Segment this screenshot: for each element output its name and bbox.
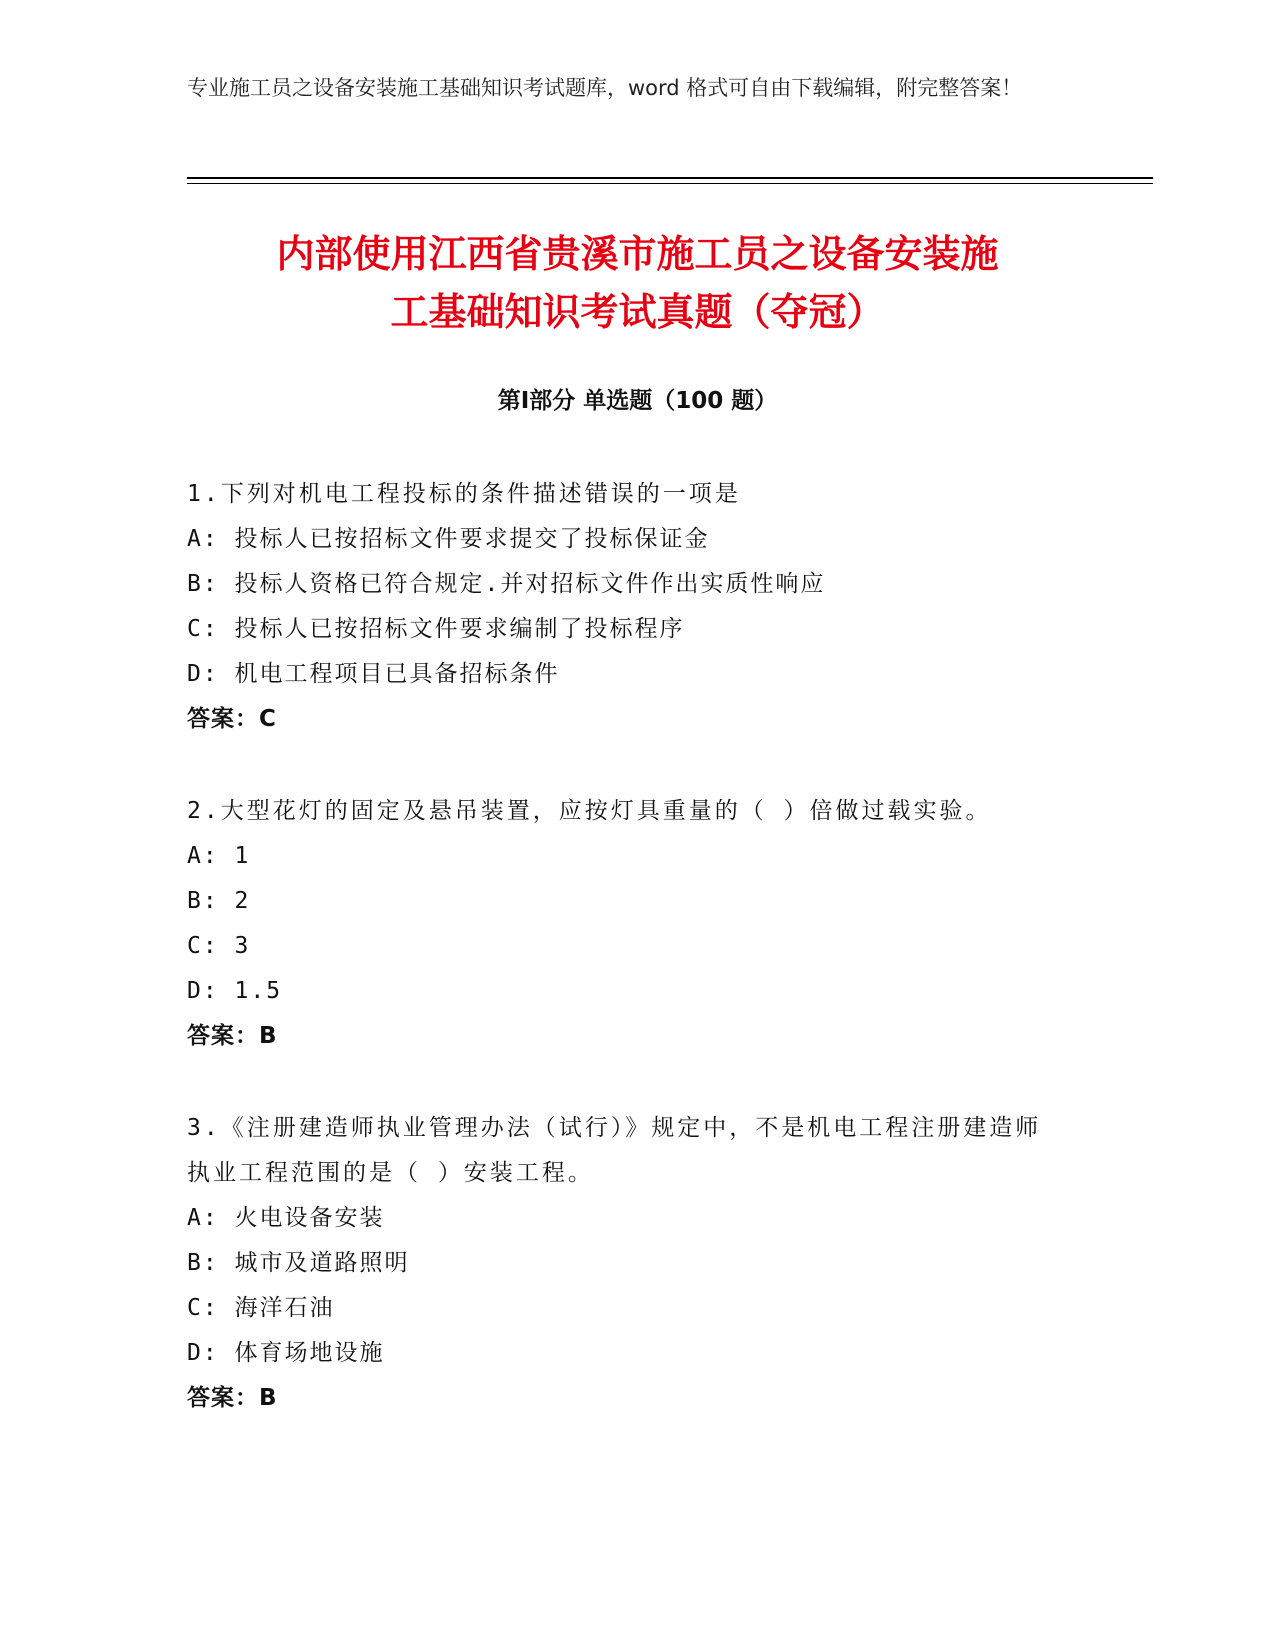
question-stem: 2.大型花灯的固定及悬吊装置，应按灯具重量的（ ）倍做过载实验。 (187, 798, 992, 824)
question-2 (187, 789, 1067, 1059)
option-a: A: 投标人已按招标文件要求提交了投标保证金 (187, 526, 710, 552)
header-note: 专业施工员之设备安装施工基础知识考试题库，word 格式可自由下载编辑，附完整答案！ (187, 76, 1023, 100)
question-stem: 1.下列对机电工程投标的条件描述错误的一项是 (187, 481, 741, 507)
option-b: B: 投标人资格已符合规定.并对招标文件作出实质性响应 (187, 571, 826, 597)
document-title-line-2: 工基础知识考试真题（夺冠） (390, 290, 885, 334)
option-d: D: 机电工程项目已具备招标条件 (187, 661, 560, 687)
option-c: C: 3 (187, 933, 251, 959)
header-divider-thick (187, 177, 1153, 179)
option-a: A: 火电设备安装 (187, 1205, 385, 1231)
section-heading: 第Ⅰ部分 单选题（100 题） (497, 388, 778, 414)
option-b: B: 2 (187, 888, 251, 914)
answer: 答案：C (187, 706, 277, 732)
option-c: C: 投标人已按招标文件要求编制了投标程序 (187, 616, 685, 642)
question-list (187, 472, 1067, 1468)
header-divider-thin (187, 183, 1153, 184)
document-title (160, 225, 1115, 341)
option-d: D: 体育场地设施 (187, 1340, 385, 1366)
option-b: B: 城市及道路照明 (187, 1250, 410, 1276)
option-a: A: 1 (187, 843, 251, 869)
option-d: D: 1.5 (187, 978, 283, 1004)
answer: 答案：B (187, 1023, 278, 1049)
question-3 (187, 1106, 1067, 1421)
document-title-line-1: 内部使用江西省贵溪市施工员之设备安装施 (276, 232, 999, 276)
question-1 (187, 472, 1067, 742)
answer: 答案：B (187, 1385, 278, 1411)
question-stem: 3.《注册建造师执业管理办法（试行）》规定中，不是机电工程注册建造师执业工程范围的是（ ）安装工程。 (187, 1115, 1042, 1186)
option-c: C: 海洋石油 (187, 1295, 335, 1321)
